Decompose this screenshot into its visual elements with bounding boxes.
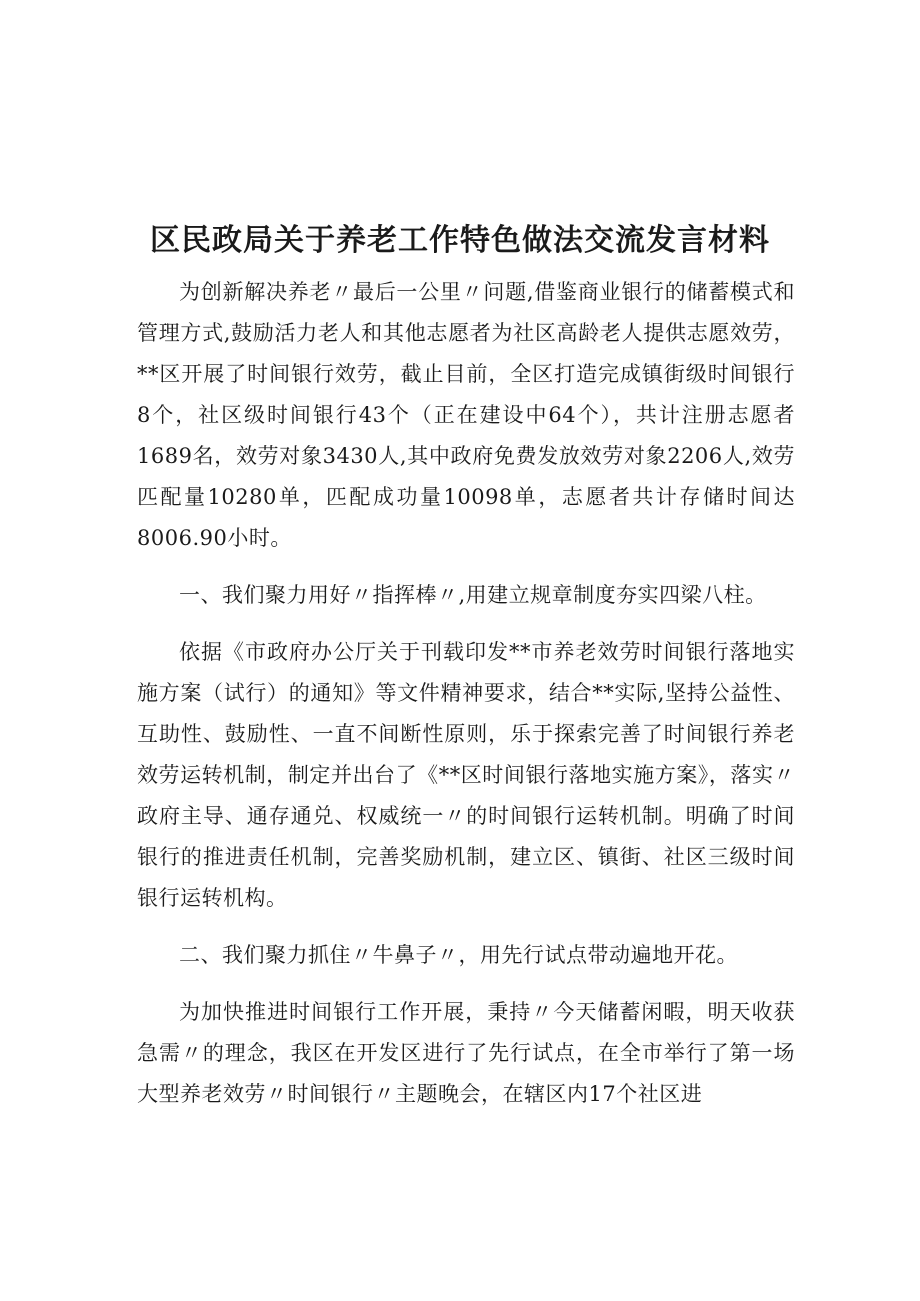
- paragraph-section-1: 依据《市政府办公厅关于刊载印发**市养老效劳时间银行落地实施方案（试行）的通知》等文件精神要求，结合**实际,坚持公益性、互助性、鼓励性、一直不间断性原则，乐于探索完善了时间银行养老效劳运转机制，制定并出台了《**区时间银行落地实施方案》，落实〃政府主导、通存通兑、权威统一〃的时间银行运转机制。明确了时间银行的推进责任机制，完善奖励机制，建立区、镇街、社区三级时间银行运转机构。: [137, 640, 795, 910]
- paragraph-section-2: 为加快推进时间银行工作开展，秉持〃今天储蓄闲暇，明天收获急需〃的理念，我区在开发区进行了先行试点，在全市举行了第一场大型养老效劳〃时间银行〃主题晚会，在辖区内17个社区进: [137, 1000, 795, 1106]
- section-heading-2: 二、我们聚力抓住〃牛鼻子〃，用先行试点带动遍地开花。: [179, 943, 738, 967]
- section-heading-1: 一、我们聚力用好〃指挥棒〃,用建立规章制度夯实四梁八柱。: [179, 583, 767, 607]
- paragraph-intro: 为创新解决养老〃最后一公里〃问题,借鉴商业银行的储蓄模式和管理方式,鼓励活力老人和其他志愿者为社区高龄老人提供志愿效劳，**区开展了时间银行效劳，截止目前，全区打造完成镇街级时间银行8个，社区级时间银行43个（正在建设中64个），共计注册志愿者1689名，效劳对象3430人,其中政府免费发放效劳对象2206人,效劳匹配量10280单，匹配成功量10098单，志愿者共计存储时间达8006.90小时。: [137, 280, 795, 550]
- document-body: [137, 272, 795, 1131]
- document-title: 区民政局关于养老工作特色做法交流发言材料: [150, 223, 770, 258]
